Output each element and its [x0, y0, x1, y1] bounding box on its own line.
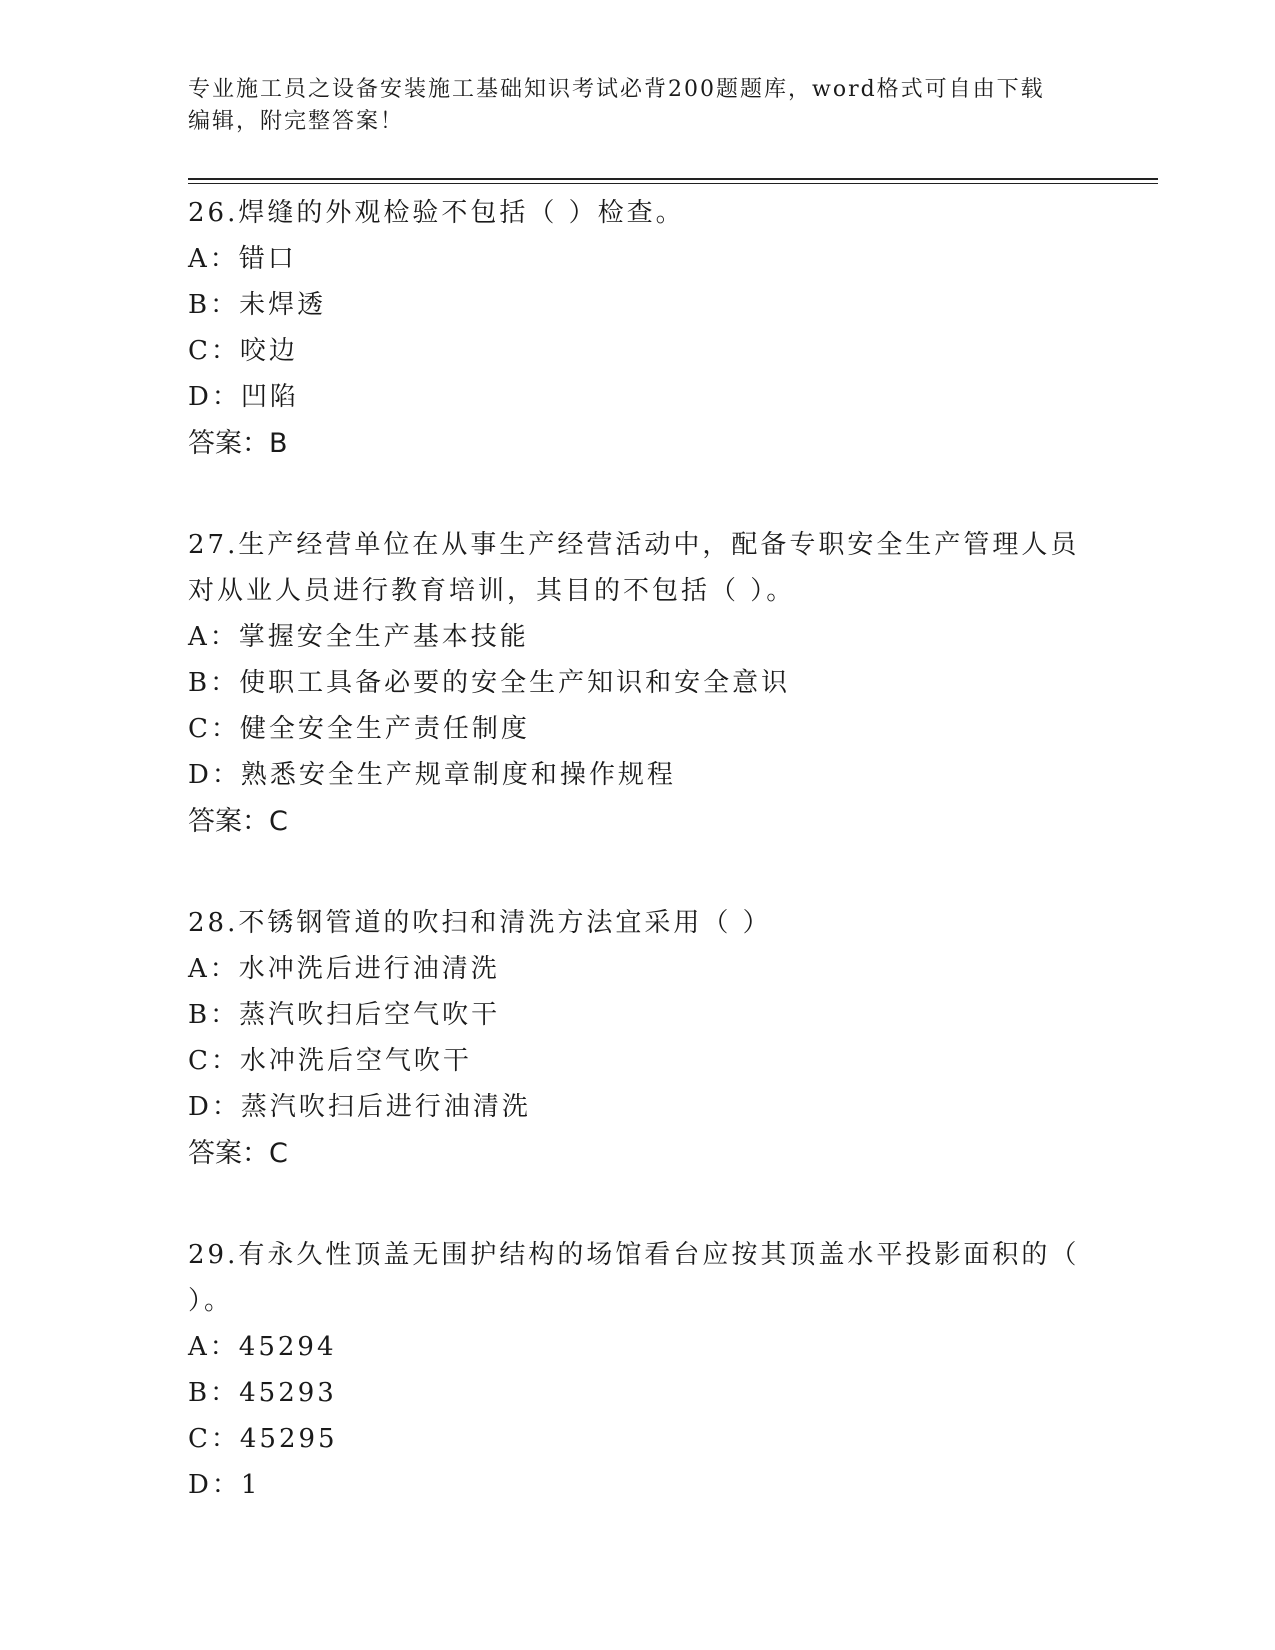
- spacer: [188, 846, 1088, 900]
- question-text-line-2: ）。: [188, 1286, 234, 1316]
- answer-label: 答案：C: [188, 1138, 288, 1169]
- question-26: [188, 190, 1088, 468]
- question-27: [188, 522, 1088, 846]
- spacer: [188, 1178, 1088, 1232]
- option-d: D：熟悉安全生产规章制度和操作规程: [188, 760, 676, 790]
- spacer: [188, 468, 1088, 522]
- question-text-line-1: 27.生产经营单位在从事生产经营活动中，配备专职安全生产管理人员: [188, 530, 1080, 560]
- option-a: A：错口: [188, 244, 297, 274]
- option-c: C：咬边: [188, 336, 298, 366]
- option-b: B：45293: [188, 1378, 337, 1408]
- header-line-2: 编辑，附完整答案！: [188, 109, 405, 134]
- question-28: [188, 900, 1088, 1178]
- option-c: C：健全安全生产责任制度: [188, 714, 530, 744]
- option-b: B：蒸汽吹扫后空气吹干: [188, 1000, 501, 1030]
- answer-label: 答案：B: [188, 428, 288, 459]
- option-b: B：使职工具备必要的安全生产知识和安全意识: [188, 668, 791, 698]
- document-header: [188, 74, 1088, 138]
- question-text: 26.焊缝的外观检验不包括（ ）检查。: [188, 198, 685, 228]
- question-29: [188, 1232, 1088, 1508]
- question-list: [188, 190, 1088, 1508]
- question-text: 28.不锈钢管道的吹扫和清洗方法宜采用（ ）: [188, 908, 772, 938]
- question-text-line-2: 对从业人员进行教育培训，其目的不包括（ ）。: [188, 576, 796, 606]
- option-a: A：水冲洗后进行油清洗: [188, 954, 500, 984]
- question-text-line-1: 29.有永久性顶盖无围护结构的场馆看台应按其顶盖水平投影面积的（: [188, 1240, 1080, 1270]
- option-d: D：凹陷: [188, 382, 299, 412]
- option-a: A：掌握安全生产基本技能: [188, 622, 529, 652]
- option-c: C：水冲洗后空气吹干: [188, 1046, 472, 1076]
- option-a: A：45294: [188, 1332, 337, 1362]
- option-b: B：未焊透: [188, 290, 327, 320]
- header-divider-thick: [188, 178, 1158, 180]
- option-d: D：蒸汽吹扫后进行油清洗: [188, 1092, 531, 1122]
- header-divider-thin: [188, 183, 1158, 184]
- header-line-1: 专业施工员之设备安装施工基础知识考试必背200题题库，word格式可自由下载: [188, 77, 1045, 102]
- option-c: C：45295: [188, 1424, 338, 1454]
- answer-label: 答案：C: [188, 806, 288, 837]
- option-d: D：1: [188, 1470, 261, 1500]
